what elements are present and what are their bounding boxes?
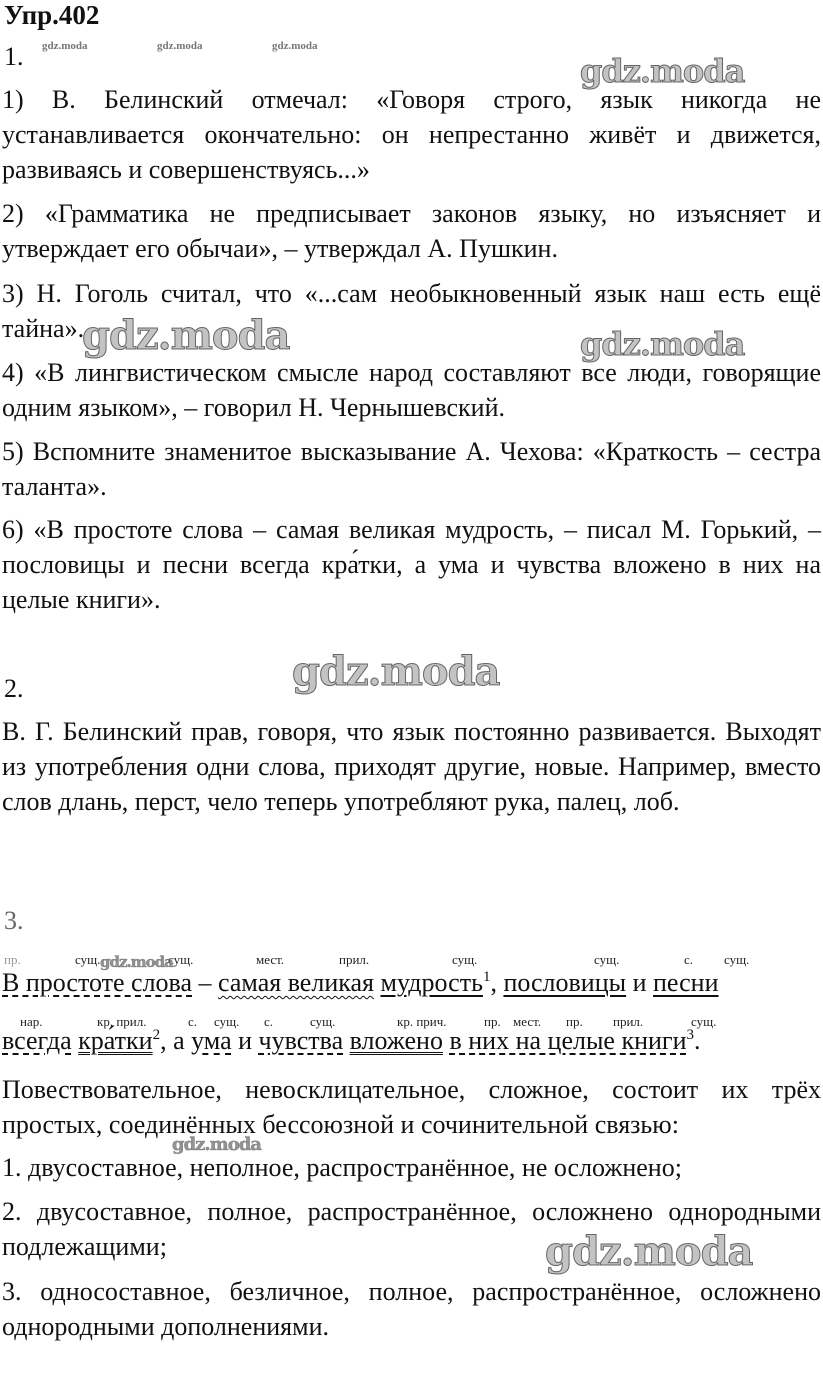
pos-label: нар.: [20, 1014, 43, 1029]
attribute-words: самая великая: [218, 968, 374, 997]
clause-analysis-1: 1. двусоставное, неполное, распространённое, не осложнено;: [2, 1153, 682, 1182]
pos-label: пр.: [484, 1014, 501, 1029]
pos-label: пр.: [4, 952, 21, 967]
watermark: gdz.moda: [545, 1228, 753, 1275]
watermark: gdz.moda: [82, 312, 290, 359]
predicate-word: кра́тки: [78, 1026, 153, 1055]
quote-item-5: 5) Вспомните знаменитое высказывание А. Чехова: «Краткость – сестра таланта».: [2, 437, 821, 501]
quote-item-4: 4) «В лингвистическом смысле народ составляют все люди, говорящие одним языком», – говорил Н. Чернышевский.: [2, 358, 821, 422]
section-3-number: 3.: [4, 906, 24, 935]
object-word: чувства: [258, 1026, 344, 1055]
watermark: gdz.moda: [580, 325, 745, 363]
subject-word: мудрость: [380, 968, 483, 997]
clause-marker-2: 2: [152, 1027, 161, 1043]
section-1-number: 1.: [4, 42, 24, 71]
pos-label: сущ.: [168, 952, 194, 967]
watermark: gdz.moda: [580, 52, 745, 90]
clause-analysis-2: 2. двусоставное, полное, распространённое, осложнено однородными подлежащими;: [2, 1197, 821, 1261]
comma: ,: [490, 968, 504, 997]
section-2-text: В. Г. Белинский прав, говоря, что язык постоянно развивается. Выходят из употребления одни слова, приходят другие, новые. Например, вместо слов длань, перст, чело теперь употребляют рука, палец, лоб.: [2, 717, 821, 816]
quote-item-6: 6) «В простоте слова – самая великая мудрость, – писал М. Горький, – пословицы и песни всегда кра́тки, а ума и чувства вложено в них на целые книги».: [2, 515, 821, 614]
watermark-small-2: gdz.moda: [157, 40, 203, 52]
pos-label: кр. прич.: [397, 1014, 447, 1029]
pos-label: сущ.: [594, 952, 620, 967]
predicate-word: вложено: [349, 1026, 443, 1055]
sentence-analysis-intro: Повествовательное, невосклицательное, сложное, состоит их трёх простых, соединённых бессоюзной и сочинительной связью:: [2, 1075, 821, 1139]
pos-label: сущ.: [691, 1014, 717, 1029]
pos-label: кр. прил.: [97, 1014, 147, 1029]
pos-label: пр.: [566, 1014, 583, 1029]
pos-label: сущ.: [452, 952, 478, 967]
adverbial-phrase: В простоте слова: [2, 968, 193, 997]
watermark: gdz.moda: [292, 648, 500, 695]
pos-label: с.: [264, 1014, 274, 1029]
watermark-small: gdz.moda: [100, 953, 173, 971]
pos-label: прил.: [339, 952, 370, 967]
adverb-word: всегда: [2, 1026, 72, 1055]
pos-label: сущ.: [214, 1014, 240, 1029]
object-phrase: в них на целые книги: [449, 1026, 687, 1055]
watermark-small-3: gdz.moda: [272, 40, 318, 52]
object-word: ума: [191, 1026, 232, 1055]
pos-label: сущ.: [724, 952, 750, 967]
section-2-number: 2.: [4, 674, 24, 703]
subject-word: песни: [653, 968, 719, 997]
pos-label: с.: [188, 1014, 198, 1029]
subject-word: пословицы: [503, 968, 627, 997]
quote-item-3: 3) Н. Гоголь считал, что «...сам необыкновенный язык наш есть ещё тайна».: [2, 279, 821, 343]
clause-marker-3: 3: [686, 1027, 695, 1043]
connector: , а: [160, 1026, 192, 1055]
watermark-small: gdz.moda: [172, 1134, 261, 1155]
parsed-sentence-line-2: [2, 1026, 701, 1056]
conjunction: и: [231, 1026, 259, 1055]
pos-label: мест.: [513, 1014, 542, 1029]
conjunction: и: [626, 968, 654, 997]
pos-label: сущ.: [310, 1014, 336, 1029]
period: .: [694, 1026, 701, 1055]
clause-analysis-3: 3. односоставное, безличное, полное, распространённое, осложнено однородными дополнениями.: [2, 1277, 821, 1341]
exercise-title: Упр.402: [4, 0, 100, 30]
pos-label: мест.: [256, 952, 285, 967]
quote-item-2: 2) «Грамматика не предписывает законов языку, но изъясняет и утверждает его обычаи», – утверждал А. Пушкин.: [2, 199, 821, 263]
dash: –: [192, 968, 219, 997]
quote-item-1: 1) В. Белинский отмечал: «Говоря строго, язык никогда не устанавливается окончательно: он непрестанно живёт и движется, развиваясь и совершенствуясь...»: [2, 85, 821, 184]
watermark-small-1: gdz.moda: [42, 40, 88, 52]
pos-label: с.: [684, 952, 694, 967]
parsed-sentence-line-1: [2, 968, 719, 998]
pos-label: сущ.: [75, 952, 101, 967]
clause-marker-1: 1: [482, 969, 491, 985]
pos-label: прил.: [613, 1014, 644, 1029]
